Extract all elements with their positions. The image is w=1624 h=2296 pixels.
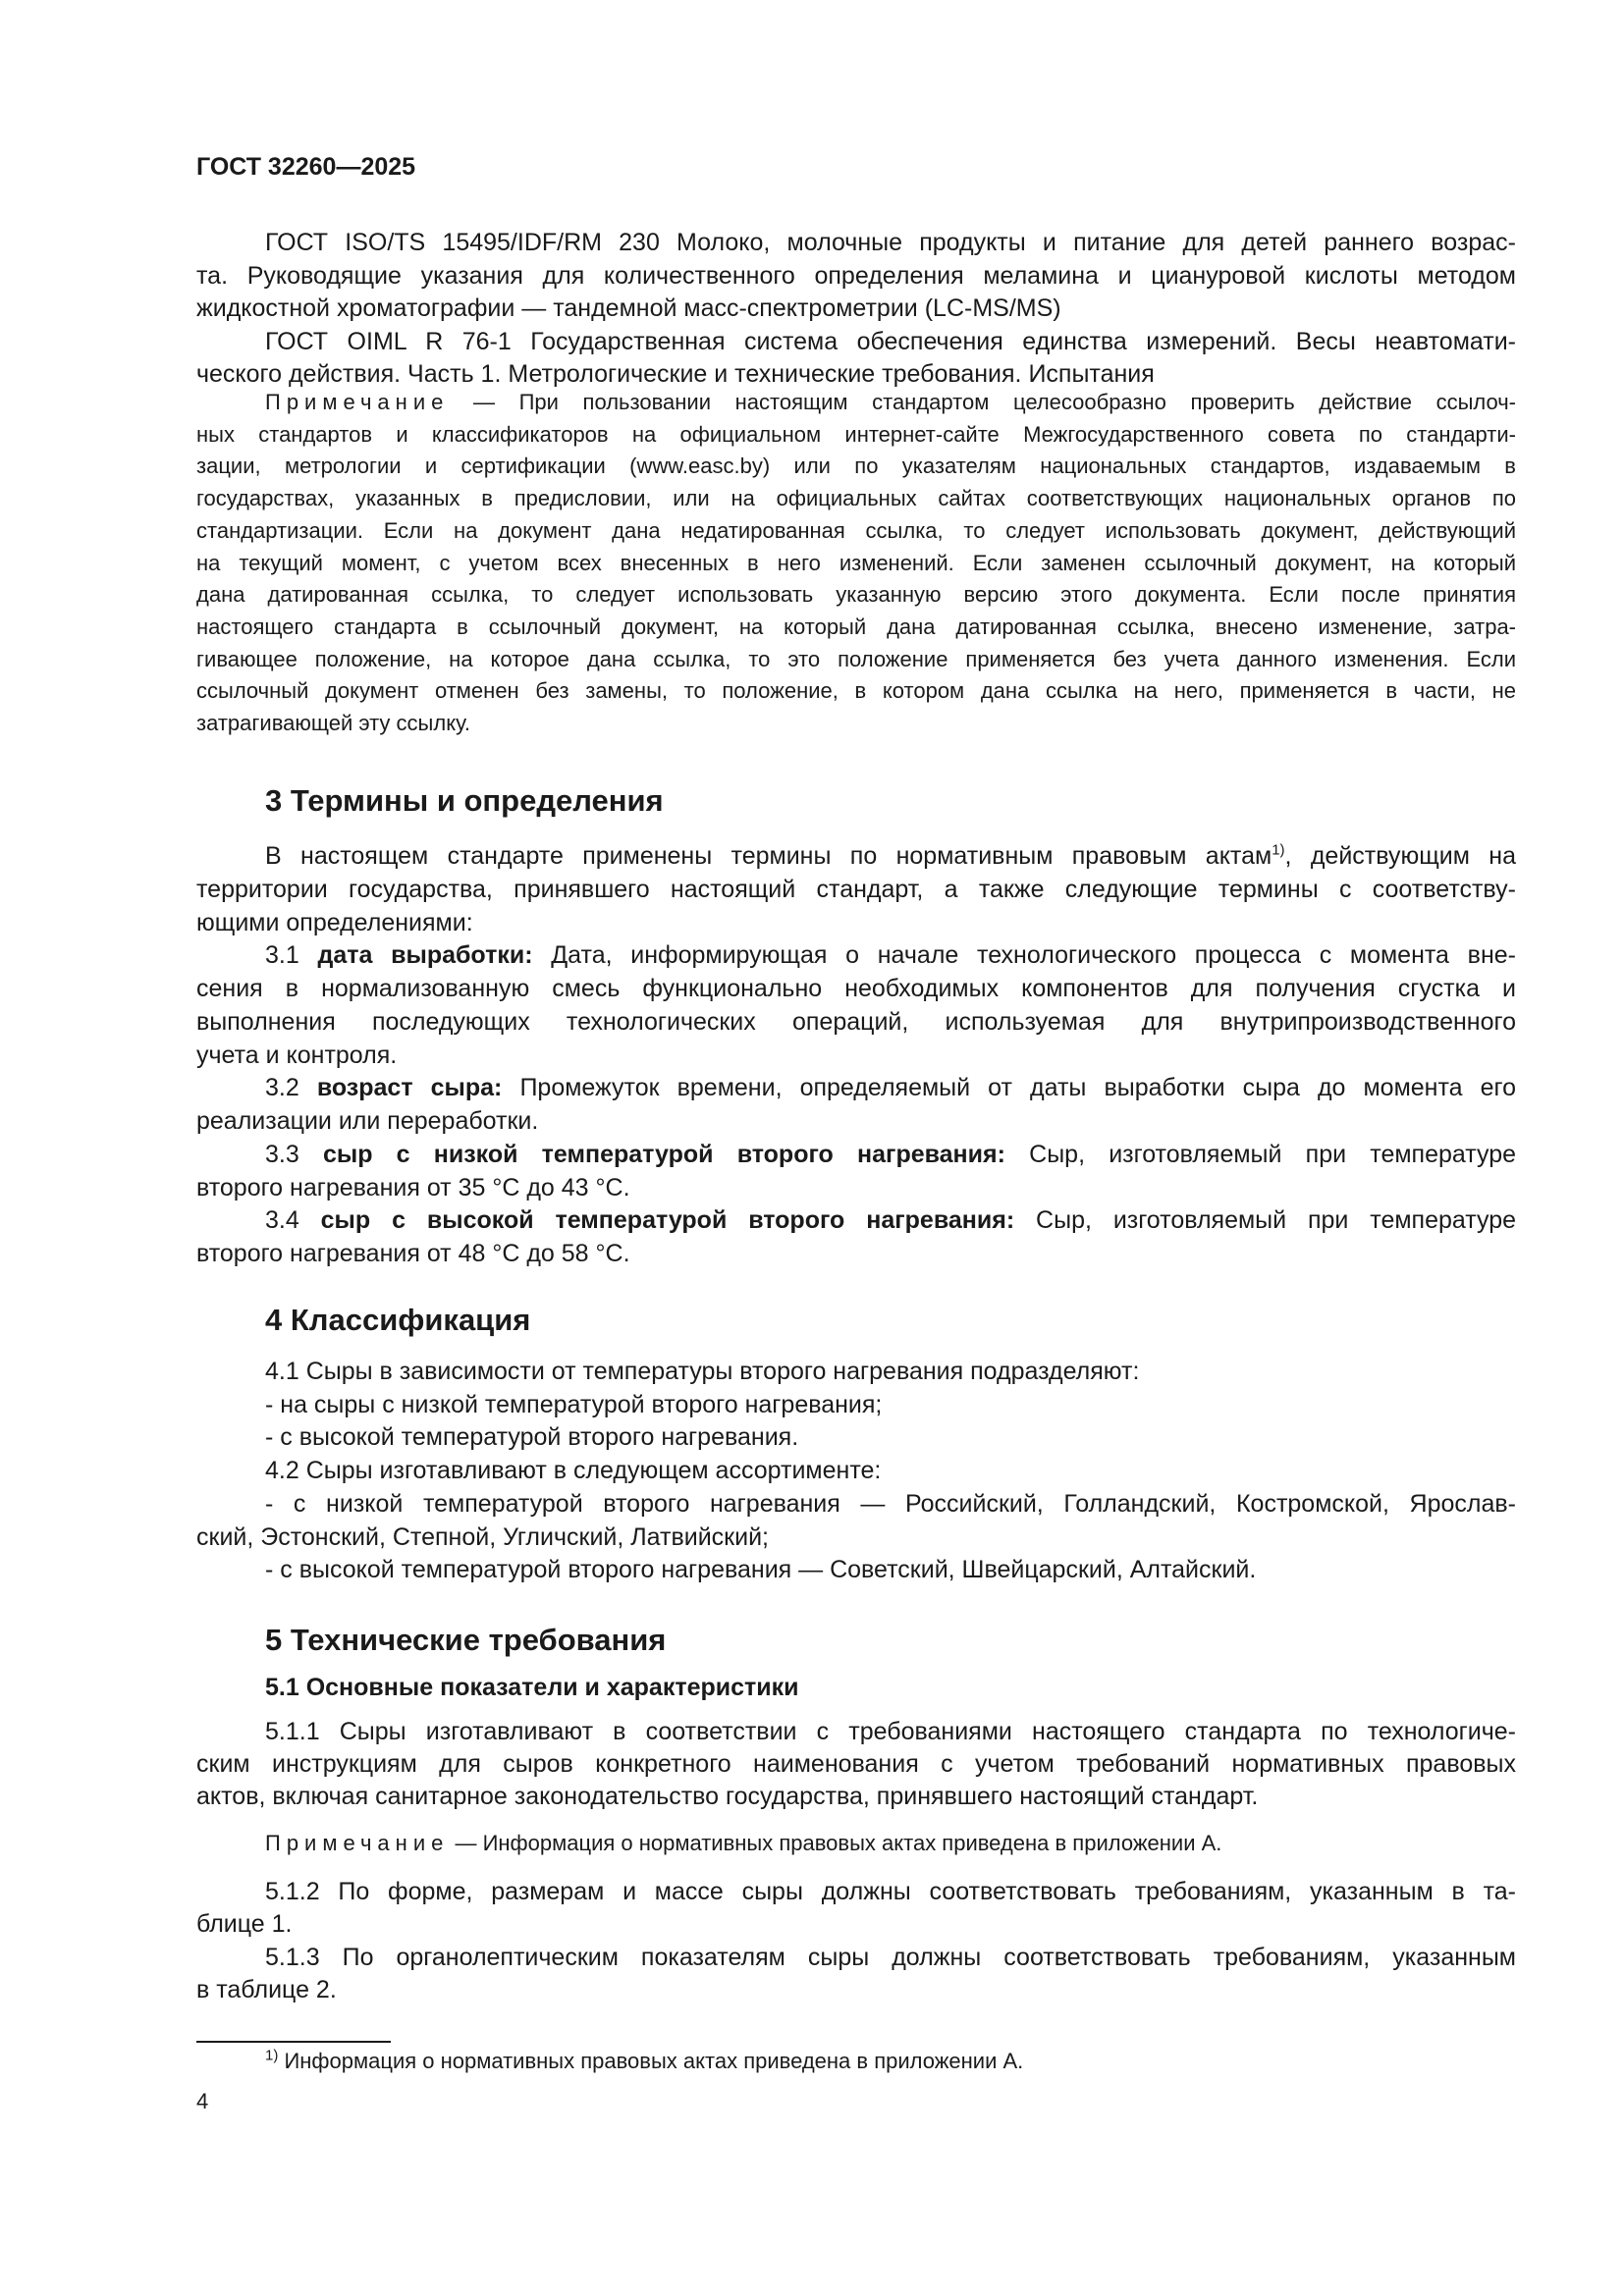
note-line: государствах, указанных в предисловии, или на официальных сайтах соответствующих национальных органов по <box>196 486 1516 511</box>
section-5-heading: 5 Технические требования <box>265 1623 667 1657</box>
definition-3-3 <box>196 1139 1516 1172</box>
para-line: актов, включая санитарное законодательство государства, принявшего настоящий стандарт. <box>196 1783 1259 1810</box>
para-line: в таблице 2. <box>196 1975 337 2003</box>
def-text: Сыр, изготовляемый при температуре <box>1014 1206 1517 1235</box>
def-term: дата выработки: <box>317 941 533 970</box>
intro-line: территории государства, принявшего настоящий стандарт, а также следующие термины с соответству- <box>196 875 1516 903</box>
subsection-5-1-heading: 5.1 Основные показатели и характеристики <box>265 1674 799 1701</box>
footnote-divider <box>196 2041 391 2043</box>
section-4-body <box>196 1356 1516 1587</box>
classification-line: - на сыры с низкой температурой второго нагревания; <box>265 1390 883 1418</box>
ref-line: ческого действия. Часть 1. Метрологические и технические требования. Испытания <box>196 360 1155 388</box>
def-text: Дата, информирующая о начале технологического процесса с момента вне- <box>532 941 1516 970</box>
para-line: ским инструкциям для сыров конкретного наименования с учетом требований нормативных правовых <box>196 1750 1516 1778</box>
def-line: второго нагревания от 35 °С до 43 °С. <box>196 1173 630 1201</box>
definition-3-2 <box>196 1072 1516 1105</box>
note-label: Примечание <box>265 1831 450 1855</box>
definition-3-4 <box>196 1204 1516 1238</box>
ref-line: ГОСТ ISO/TS 15495/IDF/RM 230 Молоко, молочные продукты и питание для детей раннего возрас- <box>265 229 1516 256</box>
classification-line: - с высокой температурой второго нагревания — Советский, Швейцарский, Алтайский. <box>265 1556 1257 1584</box>
definition-3-1 <box>196 939 1516 973</box>
intro-text: В настоящем стандарте применены термины по нормативным правовым актам <box>265 842 1272 870</box>
ref-line: жидкостной хроматографии — тандемной масс-спектрометрии (LC-MS/MS) <box>196 294 1061 322</box>
footnote-line <box>196 2047 1516 2076</box>
def-number: 3.3 <box>265 1140 323 1168</box>
ref-line: ГОСТ OIML R 76-1 Государственная система обеспечения единства измерений. Весы неавтомати- <box>265 327 1516 355</box>
note-line <box>196 1828 1516 1860</box>
intro-line <box>196 840 1516 874</box>
para-line: 5.1.3 По органолептическим показателям сыры должны соответствовать требованиям, указанным <box>265 1943 1516 1971</box>
footnote-mark: 1) <box>265 2047 279 2064</box>
paragraphs-5-1-2-5-1-3 <box>196 1876 1516 2006</box>
def-term: возраст сыра: <box>316 1074 503 1102</box>
para-line: 5.1.2 По форме, размерам и массе сыры должны соответствовать требованиям, указанным в та- <box>265 1878 1516 1905</box>
footnote <box>196 2047 1516 2076</box>
def-line: учета и контроля. <box>196 1041 398 1069</box>
note-references <box>196 387 1516 740</box>
classification-line: ский, Эстонский, Степной, Угличский, Латвийский; <box>196 1522 769 1551</box>
classification-line: - с низкой температурой второго нагревания — Российский, Голландский, Костромской, Ярослав- <box>265 1489 1516 1518</box>
def-line: выполнения последующих технологических операций, используемая для внутрипроизводственного <box>196 1007 1516 1036</box>
def-line: второго нагревания от 48 °С до 58 °С. <box>196 1240 630 1267</box>
section-3-body <box>196 840 1516 1271</box>
note-line: дана датированная ссылка, то следует использовать указанную версию этого документа. Если после принятия <box>196 582 1516 608</box>
classification-line: 4.1 Сыры в зависимости от температуры второго нагревания подразделяют: <box>265 1358 1140 1385</box>
def-line: реализации или переработки. <box>196 1107 539 1135</box>
def-text: Промежуток времени, определяемый от даты выработки сыра до момента его <box>502 1074 1516 1102</box>
def-number: 3.1 <box>265 941 318 970</box>
def-text: Сыр, изготовляемый при температуре <box>1004 1140 1517 1168</box>
paragraph-5-1-1 <box>196 1716 1516 1813</box>
def-term: сыр с высокой температурой второго нагревания: <box>320 1206 1015 1235</box>
note-line: ссылочный документ отменен без замены, то положение, в котором дана ссылка на него, применяется в части, не <box>196 678 1516 704</box>
classification-line: - с высокой температурой второго нагревания. <box>265 1423 799 1452</box>
note-text: — При пользовании настоящим стандартом целесообразно проверить действие ссылоч- <box>449 390 1516 414</box>
section-3-heading: 3 Термины и определения <box>265 783 664 818</box>
ref-line: та. Руководящие указания для количественного определения меламина и циануровой кислоты методом <box>196 261 1516 290</box>
note-line <box>196 387 1516 419</box>
def-number: 3.2 <box>265 1074 317 1102</box>
page-number: 4 <box>196 2089 209 2113</box>
note-line: затрагивающей эту ссылку. <box>196 711 470 736</box>
intro-line: ющими определениями: <box>196 908 473 936</box>
document-header: ГОСТ 32260—2025 <box>196 153 416 181</box>
para-line: 5.1.1 Сыры изготавливают в соответствии с требованиями настоящего стандарта по технологиче- <box>265 1718 1516 1745</box>
intro-text: , действующим на <box>1284 842 1516 870</box>
note-5-1-1 <box>196 1828 1516 1860</box>
footnote-ref[interactable]: 1) <box>1272 841 1285 859</box>
note-line: гивающее положение, на которое дана ссылка, то это положение применяется без учета данного изменения. Если <box>196 646 1516 671</box>
note-line: на текущий момент, с учетом всех внесенных в него изменений. Если заменен ссылочный документ, на который <box>196 550 1516 575</box>
note-line: зации, метрологии и сертификации (www.easc.by) или по указателям национальных стандартов, издаваемым в <box>196 454 1516 479</box>
def-term: сыр с низкой температурой второго нагревания: <box>322 1140 1005 1168</box>
note-line: стандартизации. Если на документ дана недатированная ссылка, то следует использовать документ, действующий <box>196 517 1516 543</box>
normative-references <box>196 227 1516 392</box>
para-line: блице 1. <box>196 1910 293 1939</box>
section-4-heading: 4 Классификация <box>265 1303 531 1337</box>
note-label: Примечание <box>265 390 450 414</box>
footnote-text: Информация о нормативных правовых актах приведена в приложении А. <box>278 2049 1024 2073</box>
def-line: сения в нормализованную смесь функционально необходимых компонентов для получения сгустка и <box>196 975 1516 1002</box>
note-line: ных стандартов и классификаторов на официальном интернет-сайте Межгосударственного совета по стандарти- <box>196 421 1516 447</box>
classification-line: 4.2 Сыры изготавливают в следующем ассортименте: <box>265 1457 882 1485</box>
def-number: 3.4 <box>265 1206 321 1235</box>
note-text: — Информация о нормативных правовых актах приведена в приложении А. <box>449 1831 1222 1855</box>
note-line: настоящего стандарта в ссылочный документ, на который дана датированная ссылка, внесено изменение, затра- <box>196 614 1516 639</box>
